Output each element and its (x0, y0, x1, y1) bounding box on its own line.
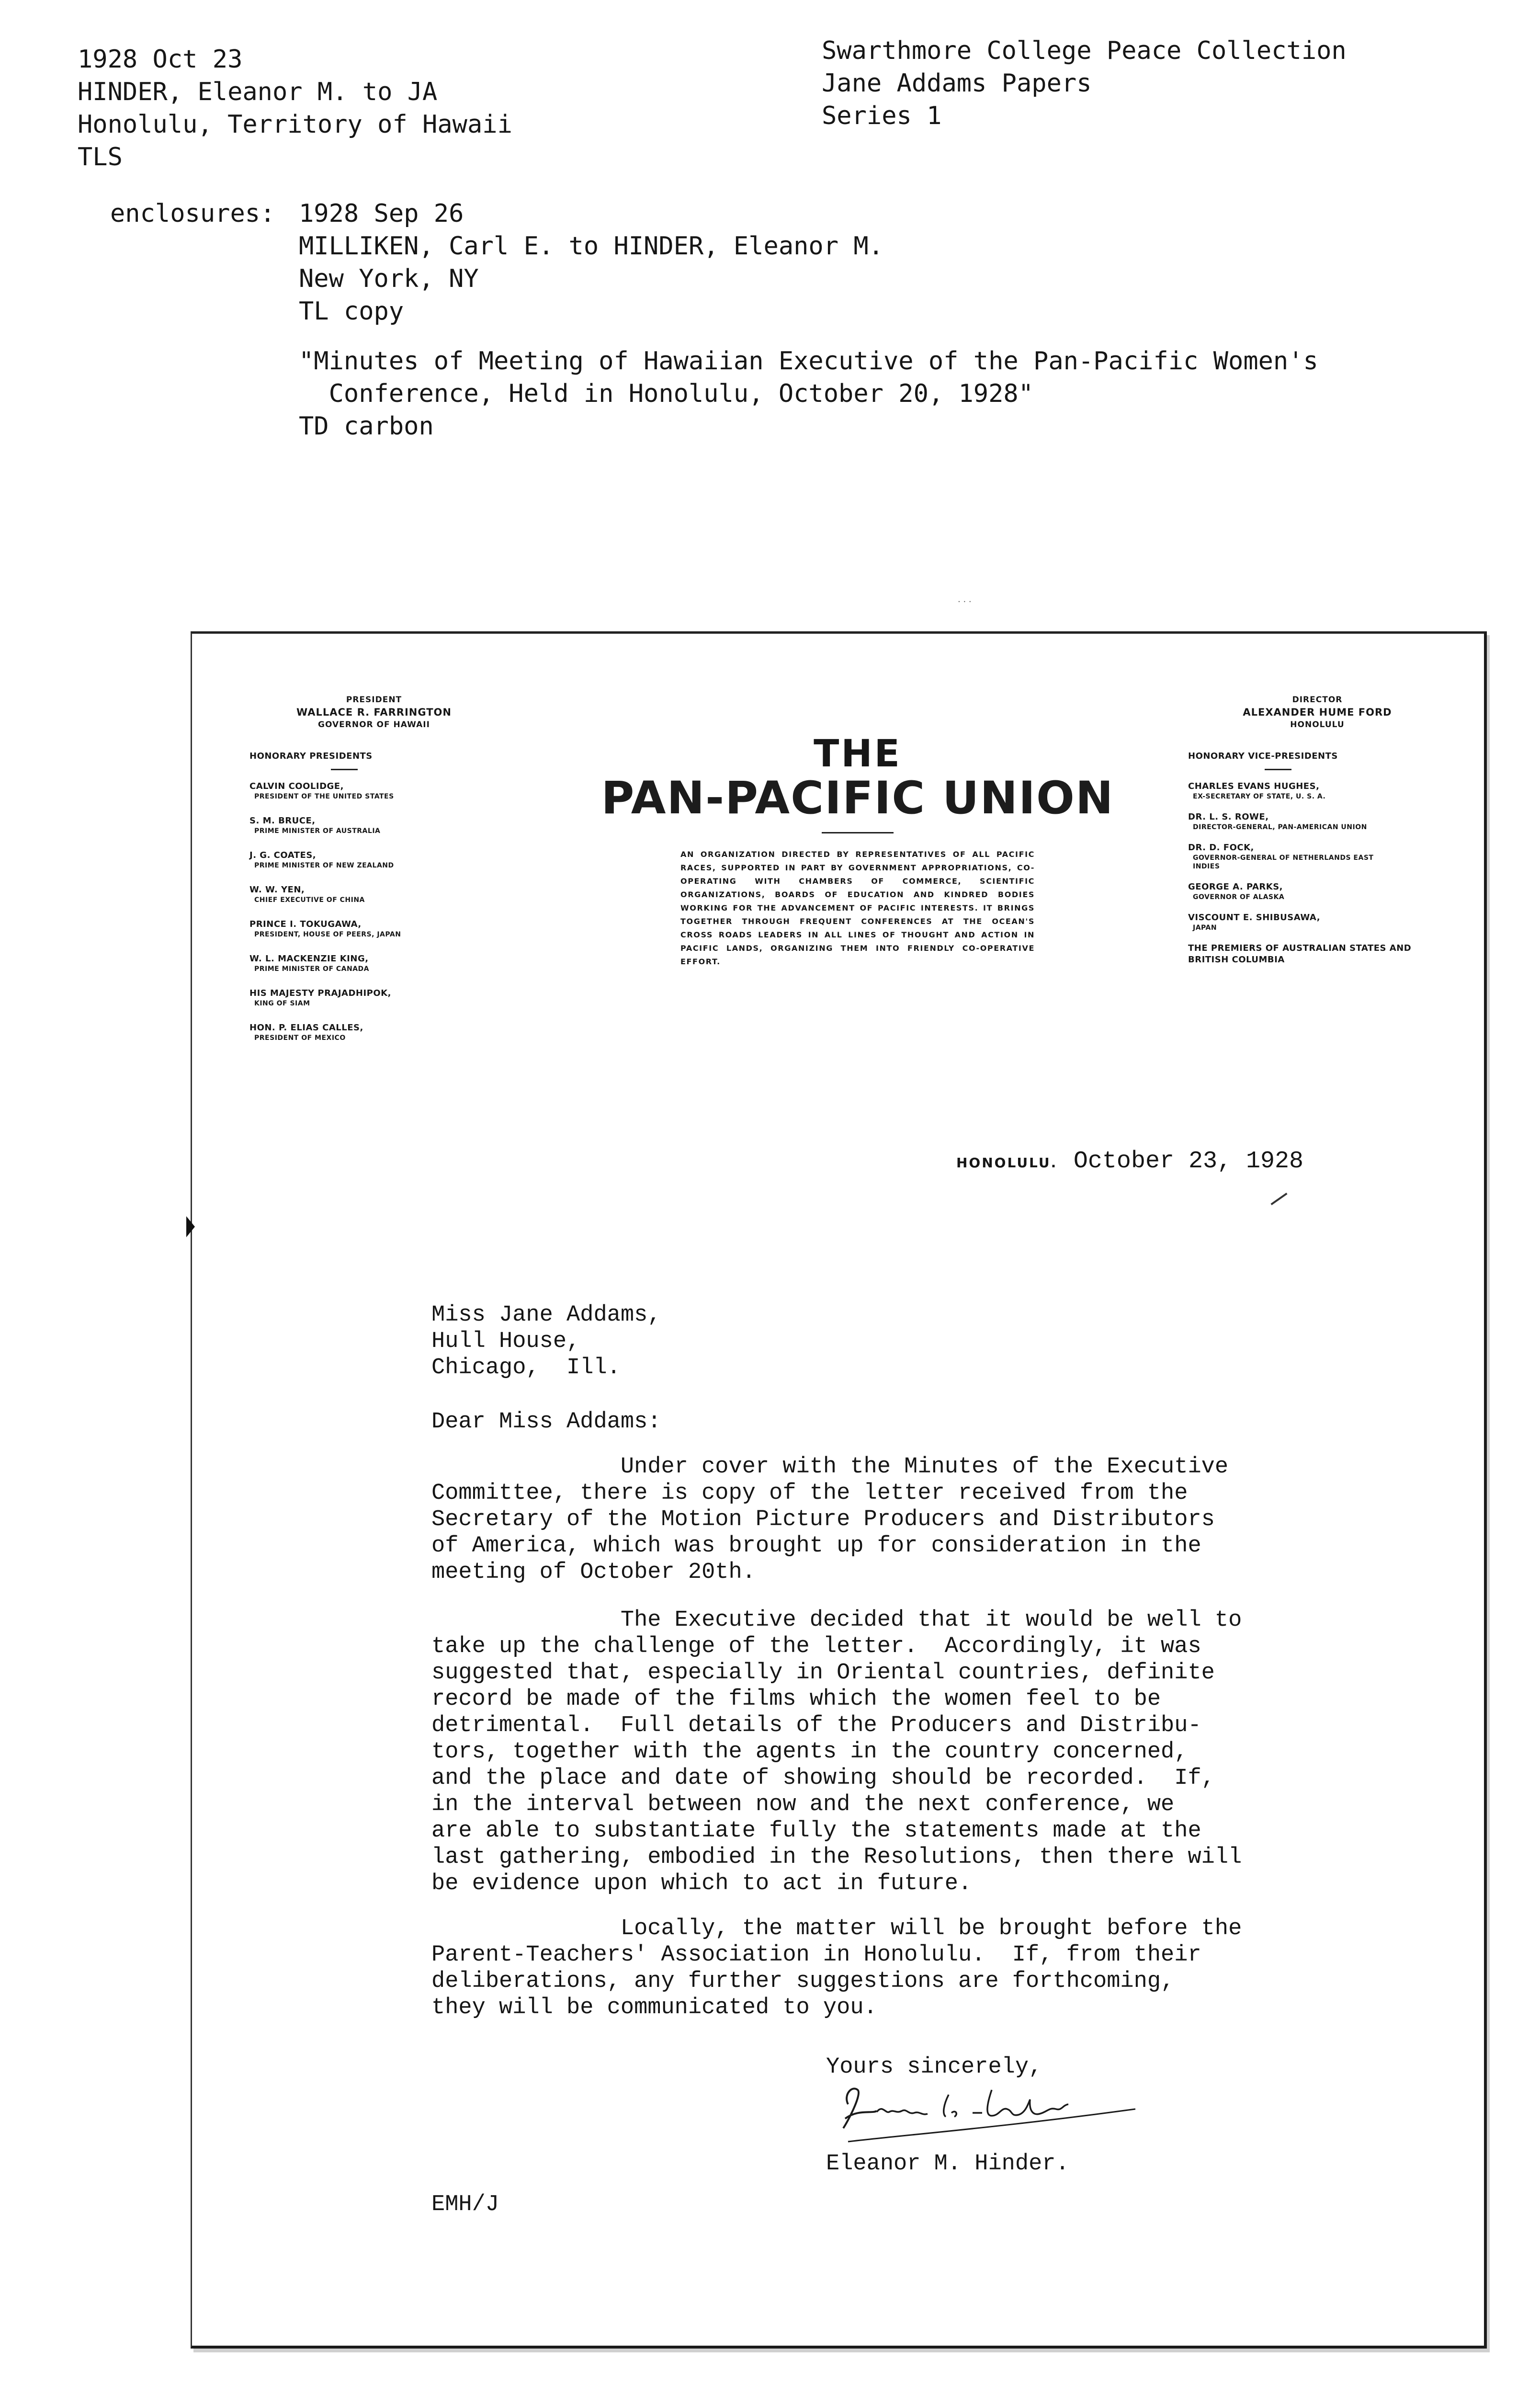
honorary-president-entry (249, 884, 546, 904)
pen-tick-mark (1270, 1193, 1287, 1205)
director-city: HONOLULU (1290, 720, 1345, 730)
letter-sheet (191, 631, 1487, 2349)
member-name: GEORGE A. PARKS, (1188, 882, 1283, 892)
honorary-president-entry (249, 1022, 546, 1042)
member-title: GOVERNOR OF ALASKA (1193, 893, 1285, 901)
recipient-address: Miss Jane Addams, Hull House, Chicago, Ill. (431, 1302, 661, 1380)
member-title: GOVERNOR-GENERAL OF NETHERLANDS EAST INDIES (1193, 854, 1374, 870)
honorary-president-entry (249, 953, 546, 973)
premiers-note: THE PREMIERS OF AUSTRALIAN STATES AND BRITISH COLUMBIA (1188, 943, 1412, 965)
honorary-presidents-label: HONORARY PRESIDENTS (249, 751, 373, 761)
papers-name: Jane Addams Papers (822, 69, 1092, 98)
member-title: PRESIDENT OF THE UNITED STATES (254, 793, 394, 800)
member-name: CALVIN COOLIDGE, (249, 781, 344, 791)
member-title: JAPAN (1193, 924, 1217, 932)
member-title: PRIME MINISTER OF CANADA (254, 965, 369, 973)
honorary-president-entry (249, 988, 546, 1008)
member-name: S. M. BRUCE, (249, 816, 316, 826)
catalog-header-right (822, 34, 1347, 132)
member-name: W. W. YEN, (249, 885, 305, 895)
president-name: WALLACE R. FARRINGTON (296, 707, 452, 718)
catalog-header-left (78, 43, 512, 173)
scan-speck: · · · (958, 597, 972, 607)
series-name: Series 1 (822, 102, 942, 130)
vice-president-entry (1188, 912, 1456, 932)
enclosure-2-type: TD carbon (299, 412, 434, 441)
member-name: VISCOUNT E. SHIBUSAWA, (1188, 912, 1321, 923)
director-label: DIRECTOR (1292, 695, 1343, 705)
member-title: PRIME MINISTER OF NEW ZEALAND (254, 862, 394, 869)
honorary-president-entry (249, 850, 546, 870)
place-label: HONOLULU. (956, 1155, 1058, 1171)
body-paragraph-1: Under cover with the Minutes of the Executive Committee, there is copy of the letter received from the Secretary of the Motion Picture Producers and Distributors of America, which was brought up for consideration in the meeting of October 20th. (431, 1454, 1229, 1585)
member-title: KING OF SIAM (254, 1000, 310, 1007)
director-name: ALEXANDER HUME FORD (1243, 707, 1392, 718)
typist-initials: EMH/J (431, 2192, 499, 2217)
member-title: EX-SECRETARY OF STATE, U. S. A. (1193, 793, 1326, 800)
catalog-document-type: TLS (78, 143, 123, 171)
honorary-president-entry (249, 815, 546, 835)
catalog-date: 1928 Oct 23 (78, 45, 243, 74)
salutation: Dear Miss Addams: (431, 1409, 661, 1435)
honorary-president-entry (249, 781, 546, 801)
body-paragraph-2: The Executive decided that it would be well to take up the challenge of the letter. Accordingly, it was suggested that, especially in Oriental countries, definite record be made of the films which the women feel to be detrimental. Full details of the Producers and Distribu- tors, together with the agents in the country concerned, and the place and date of showing should be recorded. If, in the interval between now and the next conference, we are able to substantiate fully the statements made at the last gathering, embodied in the Resolutions, then there will be evidence upon which to act in future. (431, 1608, 1242, 1896)
enclosure-2-title-line-1: "Minutes of Meeting of Hawaiian Executive of the Pan-Pacific Women's (299, 347, 1318, 376)
divider (331, 769, 358, 770)
enclosures-label: enclosures: (110, 199, 275, 228)
member-title: PRIME MINISTER OF AUSTRALIA (254, 827, 381, 835)
place-date-line (956, 1148, 1303, 1175)
letterhead-right-column (1188, 694, 1456, 966)
letterhead-left-column (249, 694, 546, 1057)
member-title: DIRECTOR-GENERAL, PAN-AMERICAN UNION (1193, 823, 1367, 831)
member-name: HIS MAJESTY PRAJADHIPOK, (249, 988, 391, 998)
member-title: PRESIDENT, HOUSE OF PEERS, JAPAN (254, 931, 401, 938)
signer-name: Eleanor M. Hinder. (826, 2151, 1069, 2177)
sheet-edge-mark (186, 1216, 195, 1237)
enclosure-1-type: TL copy (299, 297, 404, 326)
vice-president-entry (1188, 781, 1456, 801)
complimentary-close: Yours sincerely, (826, 2054, 1042, 2080)
body-paragraph-3: Locally, the matter will be brought before the Parent-Teachers' Association in Honolulu. If, from their deliberations, any further suggestions are forthcoming, they will be communicated to you. (431, 1916, 1242, 2020)
member-title: CHIEF EXECUTIVE OF CHINA (254, 896, 365, 904)
org-description: AN ORGANIZATION DIRECTED BY REPRESENTATIVES OF ALL PACIFIC RACES, SUPPORTED IN PART BY GOVERNMENT APPROPRIATIONS, CO-OPERATING WITH CHAMBERS OF COMMERCE, SCIENTIFIC ORGANIZATIONS, BOARDS OF EDUCATION AND KINDRED BODIES WORKING FOR THE ADVANCEMENT OF PACIFIC INTERESTS. IT BRINGS TOGETHER THROUGH FREQUENT CONFERENCES AT THE OCEAN'S CROSS ROADS LEADERS IN ALL LINES OF THOUGHT AND ACTION IN PACIFIC LANDS, ORGANIZING THEM INTO FRIENDLY CO-OPERATIVE EFFORT. (680, 850, 1035, 966)
president-label: PRESIDENT (346, 695, 402, 705)
handwritten-signature (829, 2076, 1174, 2147)
member-name: PRINCE I. TOKUGAWA, (249, 919, 362, 929)
enclosure-1-correspondents: MILLIKEN, Carl E. to HINDER, Eleanor M. (299, 232, 883, 261)
honorary-president-entry (249, 919, 546, 939)
org-divider (822, 832, 894, 833)
vice-presidents-label: HONORARY VICE-PRESIDENTS (1188, 751, 1338, 761)
vice-president-entry (1188, 881, 1456, 901)
president-title: GOVERNOR OF HAWAII (318, 720, 430, 730)
letter-date: October 23, 1928 (1073, 1148, 1303, 1175)
org-article: THE (814, 732, 902, 776)
member-name: CHARLES EVANS HUGHES, (1188, 781, 1320, 791)
enclosure-1-date: 1928 Sep 26 (299, 199, 464, 228)
catalog-correspondents: HINDER, Eleanor M. to JA (78, 78, 438, 106)
collection-name: Swarthmore College Peace Collection (822, 36, 1347, 65)
divider (1265, 769, 1291, 770)
letterhead-center (575, 734, 1140, 969)
enclosure-1-place: New York, NY (299, 264, 479, 293)
member-name: W. L. MACKENZIE KING, (249, 954, 369, 964)
member-title: PRESIDENT OF MEXICO (254, 1034, 346, 1042)
member-name: DR. D. FOCK, (1188, 843, 1254, 853)
vice-president-entry (1188, 842, 1456, 871)
catalog-place: Honolulu, Territory of Hawaii (78, 110, 512, 139)
org-name: PAN-PACIFIC UNION (601, 772, 1114, 824)
member-name: DR. L. S. ROWE, (1188, 812, 1269, 822)
member-name: HON. P. ELIAS CALLES, (249, 1023, 363, 1033)
vice-president-entry (1188, 811, 1456, 832)
member-name: J. G. COATES, (249, 850, 317, 860)
enclosure-2-title-line-2: Conference, Held in Honolulu, October 20, 1928" (299, 379, 1034, 408)
